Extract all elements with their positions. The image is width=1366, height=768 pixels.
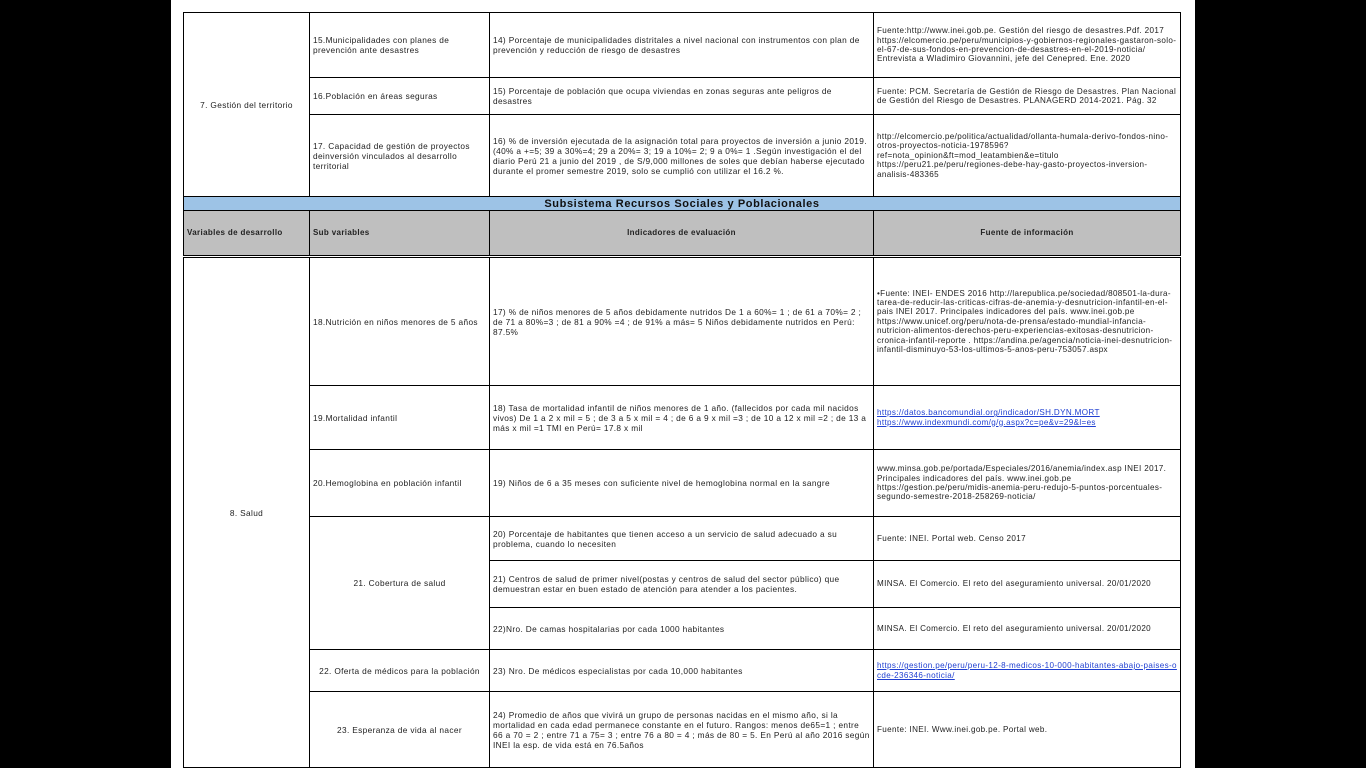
indicator-cell: 14) Porcentaje de municipalidades distritales a nivel nacional con instrumentos con plan de prevención y reducción de riesgo de desastres	[490, 13, 874, 78]
variable-label: 7. Gestión del territorio	[200, 99, 293, 110]
source-cell: www.minsa.gob.pe/portada/Especiales/2016/anemia/index.asp INEI 2017. Principales indicadores del país. www.inei.gob.pe https://gestion.pe/peru/midis-anemia-peru-redujo-5-puntos-porcentuales-segundo-semestre-2018-258269-noticia/	[874, 450, 1181, 517]
source-link[interactable]: https://datos.bancomundial.org/indicador/SH.DYN.MORT	[877, 408, 1100, 418]
header-indicators: Indicadores de evaluación	[490, 211, 874, 256]
table-row	[184, 650, 1181, 692]
subsystem-title: Subsistema Recursos Sociales y Poblacionales	[184, 197, 1181, 211]
source-cell	[874, 386, 1181, 450]
table-row	[184, 78, 1181, 115]
header-variables: Variables de desarrollo	[184, 211, 310, 256]
source-link[interactable]: https://gestion.pe/peru/peru-12-8-medicos-10-000-habitantes-abajo-paises-ocde-236346-noticia/	[877, 661, 1177, 680]
indicator-cell: 19) Niños de 6 a 35 meses con suficiente nivel de hemoglobina normal en la sangre	[490, 450, 874, 517]
source-cell: http://elcomercio.pe/politica/actualidad/ollanta-humala-derivo-fondos-nino-otros-proyectos-noticia-1978596?ref=nota_opinion&ft=mod_leatambien&e=titulo https://peru21.pe/peru/regiones-debe-hay-gasto-proyectos-inversion-analisis-483365	[874, 115, 1181, 197]
indicators-table	[183, 12, 1181, 768]
indicator-cell: 22)Nro. De camas hospitalarias por cada 1000 habitantes	[490, 608, 874, 650]
sub-variable-cell: 18.Nutrición en niños menores de 5 años	[310, 258, 490, 386]
indicator-cell: 21) Centros de salud de primer nivel(postas y centros de salud del sector público) que demuestran estar en buen estado de atención para atender a los pacientes.	[490, 561, 874, 608]
header-sub-variables: Sub variables	[310, 211, 490, 256]
subsystem-band-row	[184, 197, 1181, 211]
source-cell: Fuente:http://www.inei.gob.pe. Gestión del riesgo de desastres.Pdf. 2017 https://elcomercio.pe/peru/municipios-y-gobiernos-regionales-gastaron-solo-el-67-de-sus-fondos-en-prevencion-de-desastres-en-el-2019-noticia/ Entrevista a Wladimiro Giovannini, jefe del Cenepred. Ene. 2020	[874, 13, 1181, 78]
table-row	[184, 115, 1181, 197]
source-cell: MINSA. El Comercio. El reto del aseguramiento universal. 20/01/2020	[874, 561, 1181, 608]
source-cell: •Fuente: INEI- ENDES 2016 http://larepublica.pe/sociedad/808501-la-dura-tarea-de-reducir-las-criticas-cifras-de-anemia-y-desnutricion-infantil-en-el-pais INEI 2017. Principales indicadores del país. www.inei.gob.pe https://www.unicef.org/peru/nota-de-prensa/estado-mundial-infancia-nutricion-alimentos-derechos-peru-experiencias-exitosas-desnutricion-cronica-infantil-reporte . https://andina.pe/agencia/noticia-inei-desnutricion-infantil-disminuyo-53-los-ultimos-5-anos-peru-753057.aspx	[874, 258, 1181, 386]
header-source: Fuente de información	[874, 211, 1181, 256]
document-page	[171, 0, 1195, 768]
indicator-cell: 20) Porcentaje de habitantes que tienen acceso a un servicio de salud adecuado a su problema, cuando lo necesiten	[490, 517, 874, 561]
source-cell	[874, 650, 1181, 692]
sub-variable-cell: 15.Municipalidades con planes de prevención ante desastres	[310, 13, 490, 78]
indicator-cell: 18) Tasa de mortalidad infantil de niños menores de 1 año. (fallecidos por cada mil nacidos vivos) De 1 a 2 x mil = 5 ; de 3 a 5 x mil = 4 ; de 6 a 9 x mil =3 ; de 10 a 12 x mil =2 ; de 13 a más x mil =1 TMI en Perú= 17.8 x mil	[490, 386, 874, 450]
indicator-cell: 15) Porcentaje de población que ocupa viviendas en zonas seguras ante peligros de desastres	[490, 78, 874, 115]
indicator-cell: 24) Promedio de años que vivirá un grupo de personas nacidas en el mismo año, si la mortalidad en cada edad permanece constante en el futuro. Rangos: menos de65=1 ; entre 66 a 70 = 2 ; entre 71 a 75= 3 ; entre 76 a 80 = 4 ; más de 80 = 5. En Perú al año 2016 según INEI la esp. de vida está en 76.5años	[490, 692, 874, 768]
variable-cell-territorio	[184, 13, 310, 197]
sub-variable-cell: 20.Hemoglobina en población infantil	[310, 450, 490, 517]
sub-variable-cell: 19.Mortalidad infantil	[310, 386, 490, 450]
sub-variable-cell: 21. Cobertura de salud	[310, 517, 490, 650]
variable-label: 8. Salud	[229, 507, 264, 518]
indicator-cell: 23) Nro. De médicos especialistas por cada 10,000 habitantes	[490, 650, 874, 692]
header-row	[184, 211, 1181, 256]
variable-cell-salud	[184, 258, 310, 768]
source-cell: Fuente: PCM. Secretaría de Gestión de Riesgo de Desastres. Plan Nacional de Gestión del Riesgo de Desastres. PLANAGERD 2014-2021. Pág. 32	[874, 78, 1181, 115]
source-cell: Fuente: INEI. Portal web. Censo 2017	[874, 517, 1181, 561]
source-cell: MINSA. El Comercio. El reto del aseguramiento universal. 20/01/2020	[874, 608, 1181, 650]
source-link[interactable]: https://www.indexmundi.com/g/g.aspx?c=pe&v=29&l=es	[877, 417, 1096, 427]
table-row	[184, 13, 1181, 78]
table-row	[184, 386, 1181, 450]
table-row	[184, 517, 1181, 561]
indicator-cell: 16) % de inversión ejecutada de la asignación total para proyectos de inversión a junio 2019. (40% a +=5; 39 a 30%=4; 29 a 20%= 3; 19 a 10%= 2; 9 a 0%= 1 .Según investigación el del diario Perú 21 a junio del 2019 , de S/9,000 millones de soles que debían haberse ejecutado durante el promer semestre 2019, solo se cumplió con utilizar el 16.2 %.	[490, 115, 874, 197]
table-row	[184, 450, 1181, 517]
sub-variable-cell: 17. Capacidad de gestión de proyectos deinversión vinculados al desarrollo territorial	[310, 115, 490, 197]
indicator-cell: 17) % de niños menores de 5 años debidamente nutridos De 1 a 60%= 1 ; de 61 a 70%= 2 ; de 71 a 80%=3 ; de 81 a 90% =4 ; de 91% a más= 5 Niños debidamente nutridos en Perú: 87.5%	[490, 258, 874, 386]
sub-variable-cell: 16.Población en áreas seguras	[310, 78, 490, 115]
table-row	[184, 258, 1181, 386]
sub-variable-cell: 23. Esperanza de vida al nacer	[310, 692, 490, 768]
sub-variable-cell: 22. Oferta de médicos para la población	[310, 650, 490, 692]
source-cell: Fuente: INEI. Www.inei.gob.pe. Portal web.	[874, 692, 1181, 768]
table-row	[184, 692, 1181, 768]
